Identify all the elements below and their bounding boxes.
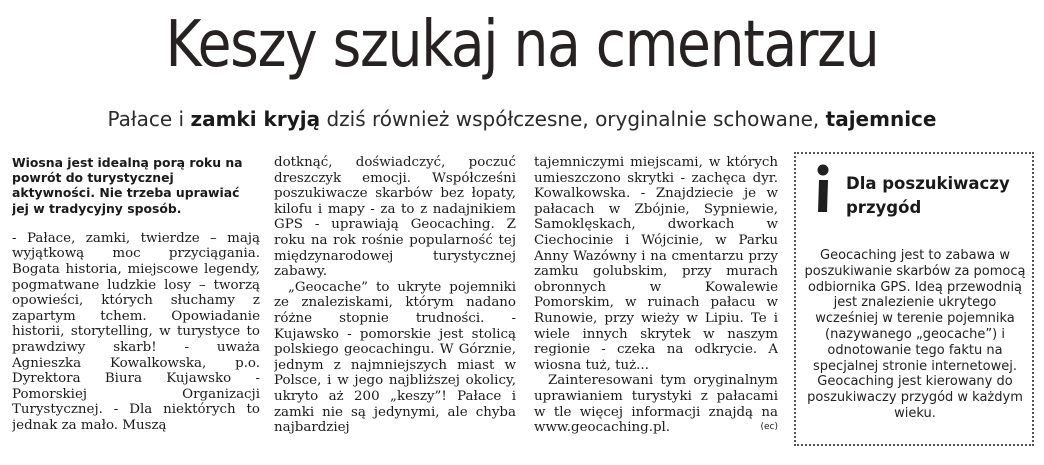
info-box xyxy=(794,152,1034,446)
subtitle-part-1: Pałace i xyxy=(107,107,191,131)
headline: Keszy szukaj na cmentarzu xyxy=(165,8,879,82)
author-signature: (ec) xyxy=(760,422,778,433)
info-box-body: Geocaching jest to zabawa w poszukiwanie skarbów za pomocą odbiornika GPS. Ideą przewodnią jest znalezienie ukrytego wcześniej w terenie pojemnika (nazywanego „geocache”) i odnotowanie tego faktu na specjalnej stronie internetowej. Geocaching jest kierowany do poszukiwaczy przygód w każdym wieku. xyxy=(804,248,1026,421)
article-column-3 xyxy=(534,155,778,460)
article-lead: Wiosna jest idealną porą roku na powrót do turystycznej aktywności. Nie trzeba uprawiać jej w tradycyjny sposób. xyxy=(12,155,243,216)
article-paragraph-1: - Pałace, zamki, twierdze – mają wyjątkową moc przyciągania. Bogata historia, miejscowe legendy, pogmatwane ludzkie losy – tworzą opowieści, których słuchamy z zapartym tchem. Opowiadanie historii, storytelling, w turystyce to prawdziwy skarb! - uważa Agnieszka Kowalkowska, p.o. Dyrektora Biura Kujawsko - Pomorskiej Organizacji Turystycznej. - Dla niektórych to jednak za mało. Muszą xyxy=(12,230,260,433)
article-paragraph-2: dotknąć, doświadczyć, poczuć dreszczyk emocji. Współcześni poszukiwacze skarbów bez łopaty, kilofu i mapy - za to z nadajnikiem GPS - uprawiają Geocaching. Z roku na rok rośnie popularność tej międzynarodowej turystycznej zabawy. xyxy=(274,155,516,280)
article-paragraph-4: tajemniczymi miejscami, w których umieszczono skrytki - zachęca dyr. Kowalkowska. - Znajdziecie je w pałacach w Zbójnie, Sypniewie, Samoklęskach, dworkach w Ciechocinie i Wójcinie, w Parku Anny Wazówny i na cmentarzu przy zamku golubskim, przy murach obronnych w Kowalewie Pomorskim, w ruinach pałacu w Runowie, przy wieży w Lipiu. Te i wiele innych skrytek w naszym regionie - czeka na odkrycie. A wiosna tuż, tuż... xyxy=(534,155,778,373)
article-paragraph-3: „Geocache” to ukryte pojemniki ze znaleziskami, którym nadano różne stopnie trudności. - Kujawsko - pomorskie jest stolicą polskiego geocachingu. W Górznie, jednym z najmniejszych miast w Polsce, i w jego najbliższej okolicy, ukryto aż 200 „keszy”! Pałace i zamki nie są jedynymi, ale chyba najbardziej xyxy=(274,279,516,436)
info-icon xyxy=(810,164,834,214)
subtitle xyxy=(0,105,1044,133)
subtitle-part-2: dziś również współczesne, oryginalnie schowane, xyxy=(320,107,826,131)
article-column-1 xyxy=(12,155,260,460)
subtitle-bold-2: tajemnice xyxy=(825,107,937,131)
article-paragraph-5 xyxy=(534,373,778,435)
article-paragraph-5-text: Zainteresowani tym oryginalnym uprawianiem turystyki z pałacami w tle więcej informacji znajdą na www.geocaching.pl. xyxy=(534,373,778,436)
info-box-title: Dla poszukiwaczy przygód xyxy=(846,174,1010,217)
subtitle-bold-1: zamki kryją xyxy=(190,107,321,131)
article-column-2 xyxy=(274,155,516,460)
